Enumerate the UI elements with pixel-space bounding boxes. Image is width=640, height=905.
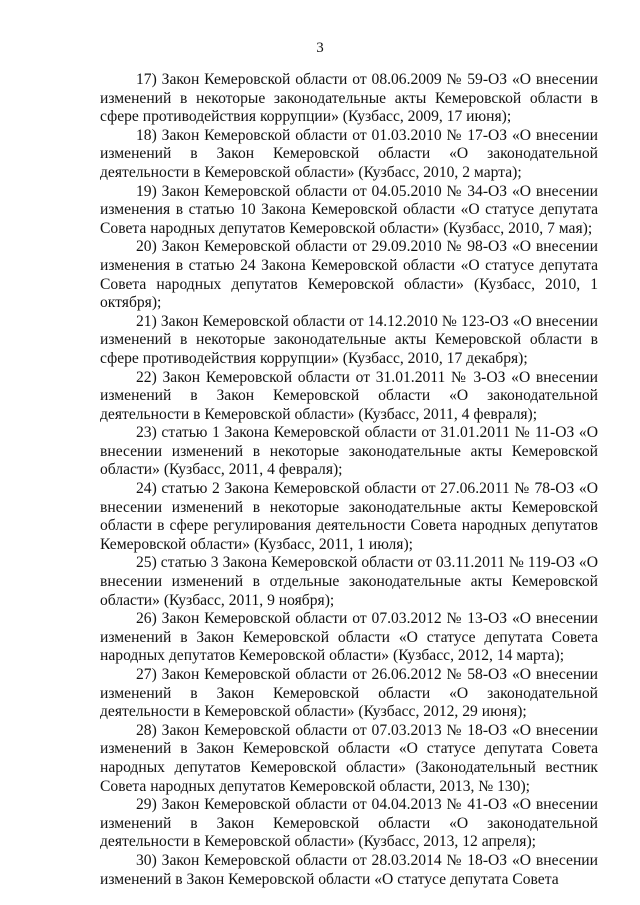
list-item: 24) статью 2 Закона Кемеровской области от 27.06.2011 № 78-ОЗ «О внесении изменений в некоторые законодательные акты Кемеровской области в сфере регулирования деятельности Совета народных депутатов Кемеровской области» (Кузбасс, 2011, 1 июля); [100,480,598,553]
page-number: 3 [316,40,324,56]
list-item: 23) статью 1 Закона Кемеровской области от 31.01.2011 № 11-ОЗ «О внесении изменений в некоторые законодательные акты Кемеровской области» (Кузбасс, 2011, 4 февраля); [100,424,598,479]
list-item: 18) Закон Кемеровской области от 01.03.2010 № 17-ОЗ «О внесении изменений в Закон Кемеровской области «О законодательной деятельности в Кемеровской области» (Кузбасс, 2010, 2 марта); [100,126,598,181]
list-item: 30) Закон Кемеровской области от 28.03.2014 № 18-ОЗ «О внесении изменений в Закон Кемеровской области «О статусе депутата Совета [100,851,598,888]
list-item: 26) Закон Кемеровской области от 07.03.2012 № 13-ОЗ «О внесении изменений в Закон Кемеровской области «О статусе депутата Совета народных депутатов Кемеровской области» (Кузбасс, 2012, 14 марта); [100,610,598,665]
list-item: 22) Закон Кемеровской области от 31.01.2011 № 3-ОЗ «О внесении изменений в Закон Кемеровской области «О законодательной деятельности в Кемеровской области» (Кузбасс, 2011, 4 февраля); [100,368,598,423]
list-item: 29) Закон Кемеровской области от 04.04.2013 № 41-ОЗ «О внесении изменений в Закон Кемеровской области «О законодательной деятельности в Кемеровской области» (Кузбасс, 2013, 12 апреля); [100,796,598,851]
list-item: 20) Закон Кемеровской области от 29.09.2010 № 98-ОЗ «О внесении изменения в статью 24 Закона Кемеровской области «О статусе депутата Совета народных депутатов Кемеровской области» (Кузбасс, 2010, 1 октября); [100,238,598,312]
law-list [100,71,598,889]
list-item: 28) Закон Кемеровской области от 07.03.2013 № 18-ОЗ «О внесении изменений в Закон Кемеровской области «О статусе депутата Совета народных депутатов Кемеровской области» (Законодательный вестник Совета народных депутатов Кемеровской области, 2013, № 130); [100,721,598,795]
list-item: 17) Закон Кемеровской области от 08.06.2009 № 59-ОЗ «О внесении изменений в некоторые законодательные акты Кемеровской области в сфере противодействия коррупции» (Кузбасс, 2009, 17 июня); [100,71,598,126]
list-item: 19) Закон Кемеровской области от 04.05.2010 № 34-ОЗ «О внесении изменения в статью 10 Закона Кемеровской области «О статусе депутата Совета народных депутатов Кемеровской области» (Кузбасс, 2010, 7 мая); [100,182,598,237]
list-item: 27) Закон Кемеровской области от 26.06.2012 № 58-ОЗ «О внесении изменений в Закон Кемеровской области «О законодательной деятельности в Кемеровской области» (Кузбасс, 2012, 29 июня); [100,666,598,721]
list-item: 25) статью 3 Закона Кемеровской области от 03.11.2011 № 119-ОЗ «О внесении изменений в отдельные законодательные акты Кемеровской области» (Кузбасс, 2011, 9 ноября); [100,554,598,609]
list-item: 21) Закон Кемеровской области от 14.12.2010 № 123-ОЗ «О внесении изменений в некоторые законодательные акты Кемеровской области в сфере противодействия коррупции» (Кузбасс, 2010, 17 декабря); [100,312,598,367]
